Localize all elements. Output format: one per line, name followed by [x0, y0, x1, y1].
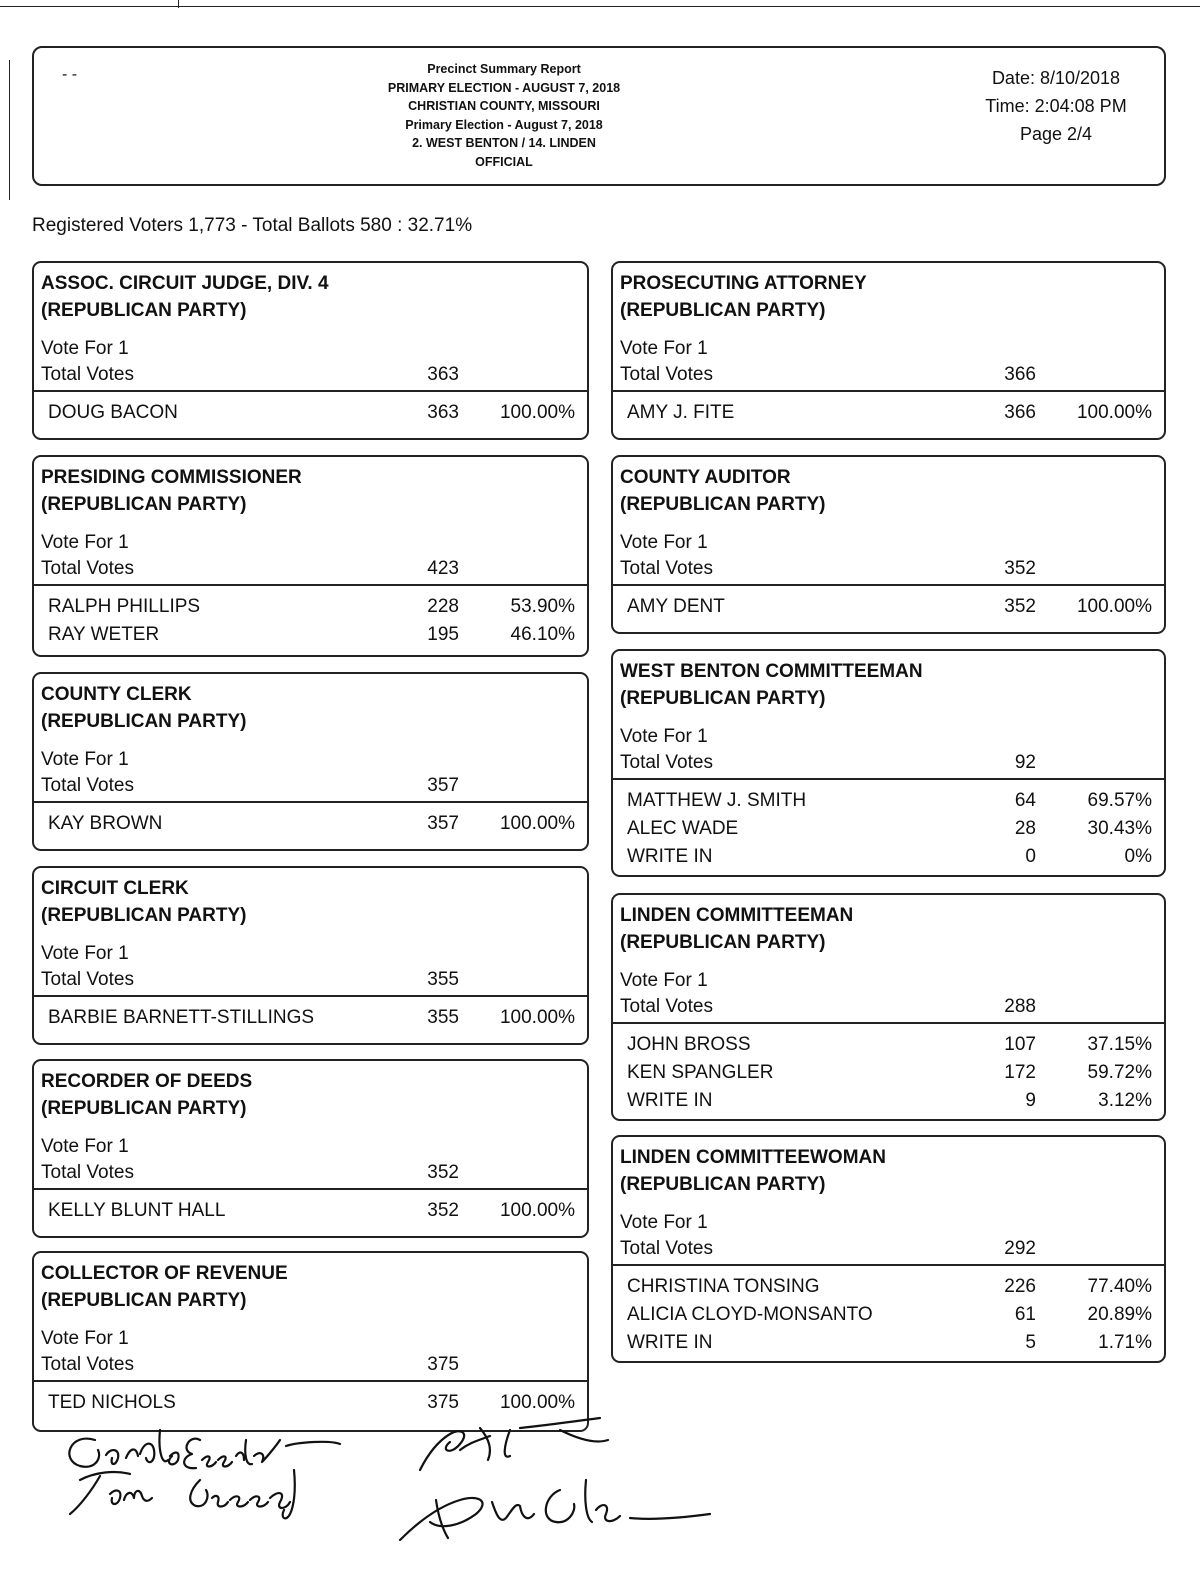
contest-box [611, 1135, 1166, 1363]
contest-name: COUNTY AUDITOR [620, 467, 791, 488]
contest-party: (REPUBLICAN PARTY) [41, 300, 247, 321]
candidate-votes: 9 [1025, 1090, 1036, 1111]
total-votes-value: 352 [1004, 558, 1036, 579]
contest-name: ASSOC. CIRCUIT JUDGE, DIV. 4 [41, 273, 329, 294]
contest-party: (REPUBLICAN PARTY) [41, 494, 247, 515]
contest-box [32, 261, 589, 440]
candidate-votes: 375 [427, 1392, 459, 1413]
candidate-percent: 100.00% [499, 402, 575, 423]
election-name: PRIMARY ELECTION - AUGUST 7, 2018 [387, 80, 621, 95]
contest-name: PRESIDING COMMISSIONER [41, 467, 302, 488]
candidate-percent: 100.00% [1076, 596, 1152, 617]
candidate-votes: 0 [1025, 846, 1036, 867]
candidate-votes: 228 [427, 596, 459, 617]
total-votes-value: 366 [1004, 364, 1036, 385]
candidate-row [613, 846, 1164, 874]
contest-title [620, 902, 853, 956]
candidate-row [613, 1304, 1164, 1332]
contest-box [611, 649, 1166, 877]
candidate-row [34, 1007, 587, 1035]
total-votes-value: 355 [427, 969, 459, 990]
candidate-name: DOUG BACON [48, 402, 178, 423]
candidate-row [34, 1200, 587, 1228]
candidate-votes: 226 [1004, 1276, 1036, 1297]
candidate-name: ALEC WADE [627, 818, 739, 839]
contest-party: (REPUBLICAN PARTY) [41, 711, 247, 732]
contest-divider [34, 1380, 587, 1382]
contest-divider [613, 1264, 1164, 1266]
contest-divider [34, 995, 587, 997]
candidate-name: KELLY BLUNT HALL [48, 1200, 226, 1221]
candidate-row [613, 1090, 1164, 1118]
candidate-votes: 28 [1014, 818, 1036, 839]
header-center [339, 60, 669, 171]
vote-for-label: Vote For 1 [620, 338, 708, 359]
candidate-row [613, 790, 1164, 818]
candidate-row [613, 1276, 1164, 1304]
total-votes-label: Total Votes [41, 775, 134, 796]
registered-voters-line: Registered Voters 1,773 - Total Ballots 580 : 32.71% [32, 215, 473, 236]
vote-for-label: Vote For 1 [41, 749, 129, 770]
total-votes-label: Total Votes [41, 1354, 134, 1375]
report-header [32, 46, 1166, 186]
vote-for-label: Vote For 1 [41, 1136, 129, 1157]
signature-2 [70, 1470, 295, 1518]
contest-divider [613, 1022, 1164, 1024]
contest-title [41, 270, 329, 324]
contest-name: WEST BENTON COMMITTEEMAN [620, 661, 923, 682]
header-marks: - - [62, 66, 78, 83]
candidate-votes: 352 [1004, 596, 1036, 617]
signatures [40, 1410, 740, 1560]
contest-title [620, 658, 923, 712]
candidate-row [613, 1062, 1164, 1090]
candidate-name: WRITE IN [627, 1090, 713, 1111]
candidate-name: AMY DENT [627, 596, 725, 617]
total-votes-label: Total Votes [620, 752, 713, 773]
candidate-percent: 3.12% [1098, 1090, 1152, 1111]
contest-name: CIRCUIT CLERK [41, 878, 189, 899]
candidate-percent: 1.71% [1098, 1332, 1152, 1353]
contest-name: LINDEN COMMITTEEWOMAN [620, 1147, 886, 1168]
candidate-row [613, 596, 1164, 624]
candidate-percent: 100.00% [499, 1007, 575, 1028]
contest-party: (REPUBLICAN PARTY) [41, 1290, 247, 1311]
contest-divider [613, 390, 1164, 392]
county-name: CHRISTIAN COUNTY, MISSOURI [408, 99, 600, 113]
candidate-votes: 64 [1014, 790, 1036, 811]
vote-for-label: Vote For 1 [620, 1212, 708, 1233]
contest-box [32, 455, 589, 657]
contest-divider [34, 390, 587, 392]
candidate-votes: 357 [427, 813, 459, 834]
candidate-votes: 195 [427, 624, 459, 645]
report-time: Time: 2:04:08 PM [985, 96, 1127, 116]
contest-name: COUNTY CLERK [41, 684, 192, 705]
report-status: OFFICIAL [475, 154, 533, 169]
contest-box [32, 1251, 589, 1432]
candidate-votes: 107 [1004, 1034, 1036, 1055]
contest-name: RECORDER OF DEEDS [41, 1071, 253, 1092]
page-number: Page 2/4 [1019, 124, 1093, 144]
candidate-name: JOHN BROSS [627, 1034, 751, 1055]
vote-for-label: Vote For 1 [41, 532, 129, 553]
candidate-name: KAY BROWN [48, 813, 163, 834]
contest-title [620, 270, 867, 324]
precinct-name: 2. WEST BENTON / 14. LINDEN [412, 136, 596, 150]
candidate-votes: 5 [1025, 1332, 1036, 1353]
report-date: Date: 8/10/2018 [991, 68, 1121, 88]
total-votes-label: Total Votes [620, 996, 713, 1017]
contest-party: (REPUBLICAN PARTY) [620, 688, 826, 709]
contest-name: PROSECUTING ATTORNEY [620, 273, 867, 294]
contest-title [41, 1068, 252, 1122]
candidate-percent: 77.40% [1087, 1276, 1152, 1297]
total-votes-value: 357 [427, 775, 459, 796]
contest-party: (REPUBLICAN PARTY) [620, 1174, 826, 1195]
total-votes-value: 292 [1004, 1238, 1036, 1259]
vote-for-label: Vote For 1 [41, 1328, 129, 1349]
signature-1 [69, 1430, 340, 1468]
total-votes-label: Total Votes [41, 364, 134, 385]
candidate-votes: 363 [427, 402, 459, 423]
contest-title [41, 464, 302, 518]
candidate-percent: 46.10% [510, 624, 575, 645]
contest-divider [34, 801, 587, 803]
vote-for-label: Vote For 1 [620, 726, 708, 747]
candidate-percent: 59.72% [1087, 1062, 1152, 1083]
scan-left-edge [9, 60, 10, 200]
candidate-name: KEN SPANGLER [627, 1062, 774, 1083]
total-votes-value: 92 [1014, 752, 1036, 773]
contest-title [41, 681, 246, 735]
candidate-percent: 100.00% [1076, 402, 1152, 423]
contest-box [611, 893, 1166, 1121]
signature-3 [400, 1418, 710, 1540]
contest-name: LINDEN COMMITTEEMAN [620, 905, 854, 926]
vote-for-label: Vote For 1 [41, 943, 129, 964]
vote-for-label: Vote For 1 [620, 970, 708, 991]
contest-title [620, 1144, 886, 1198]
candidate-name: CHRISTINA TONSING [627, 1276, 820, 1297]
candidate-row [34, 813, 587, 841]
candidate-percent: 0% [1124, 846, 1152, 867]
total-votes-value: 423 [427, 558, 459, 579]
report-title: Precinct Summary Report [427, 62, 581, 76]
contest-box [32, 866, 589, 1045]
candidate-row [613, 402, 1164, 430]
candidate-votes: 61 [1014, 1304, 1036, 1325]
contest-title [41, 875, 246, 929]
contest-divider [613, 778, 1164, 780]
total-votes-label: Total Votes [41, 969, 134, 990]
contest-title [620, 464, 825, 518]
contest-box [32, 1059, 589, 1238]
total-votes-label: Total Votes [41, 558, 134, 579]
contest-party: (REPUBLICAN PARTY) [41, 905, 247, 926]
candidate-percent: 69.57% [1087, 790, 1152, 811]
candidate-row [613, 1034, 1164, 1062]
contest-divider [34, 584, 587, 586]
candidate-percent: 37.15% [1087, 1034, 1152, 1055]
candidate-percent: 100.00% [499, 1392, 575, 1413]
candidate-votes: 172 [1004, 1062, 1036, 1083]
contest-title [41, 1260, 288, 1314]
candidate-row [613, 818, 1164, 846]
header-meta [956, 64, 1156, 148]
candidate-name: WRITE IN [627, 1332, 713, 1353]
candidate-name: TED NICHOLS [48, 1392, 176, 1413]
candidate-name: MATTHEW J. SMITH [627, 790, 807, 811]
candidate-name: BARBIE BARNETT-STILLINGS [48, 1007, 315, 1028]
contest-name: COLLECTOR OF REVENUE [41, 1263, 288, 1284]
contest-party: (REPUBLICAN PARTY) [620, 494, 826, 515]
candidate-percent: 53.90% [510, 596, 575, 617]
scan-edge-line [0, 6, 1200, 7]
contest-box [32, 672, 589, 851]
candidate-percent: 100.00% [499, 1200, 575, 1221]
candidate-row [34, 402, 587, 430]
total-votes-label: Total Votes [620, 558, 713, 579]
candidate-votes: 352 [427, 1200, 459, 1221]
total-votes-value: 363 [427, 364, 459, 385]
contest-party: (REPUBLICAN PARTY) [620, 932, 826, 953]
total-votes-value: 352 [427, 1162, 459, 1183]
candidate-percent: 20.89% [1087, 1304, 1152, 1325]
contest-party: (REPUBLICAN PARTY) [41, 1098, 247, 1119]
scan-edge-tick [178, 0, 179, 8]
total-votes-value: 288 [1004, 996, 1036, 1017]
candidate-name: WRITE IN [627, 846, 713, 867]
candidate-percent: 100.00% [499, 813, 575, 834]
candidate-percent: 30.43% [1087, 818, 1152, 839]
total-votes-label: Total Votes [41, 1162, 134, 1183]
contest-box [611, 455, 1166, 634]
election-subtitle: Primary Election - August 7, 2018 [405, 117, 603, 132]
candidate-name: RALPH PHILLIPS [48, 596, 201, 617]
total-votes-label: Total Votes [620, 364, 713, 385]
contest-box [611, 261, 1166, 440]
total-votes-label: Total Votes [620, 1238, 713, 1259]
candidate-name: ALICIA CLOYD-MONSANTO [627, 1304, 873, 1325]
total-votes-value: 375 [427, 1354, 459, 1375]
candidate-votes: 355 [427, 1007, 459, 1028]
contest-divider [34, 1188, 587, 1190]
candidate-votes: 366 [1004, 402, 1036, 423]
candidate-row [34, 596, 587, 624]
candidate-row [613, 1332, 1164, 1360]
vote-for-label: Vote For 1 [41, 338, 129, 359]
contest-party: (REPUBLICAN PARTY) [620, 300, 826, 321]
candidate-name: AMY J. FITE [627, 402, 735, 423]
candidate-name: RAY WETER [48, 624, 160, 645]
vote-for-label: Vote For 1 [620, 532, 708, 553]
contest-divider [613, 584, 1164, 586]
candidate-row [34, 624, 587, 652]
